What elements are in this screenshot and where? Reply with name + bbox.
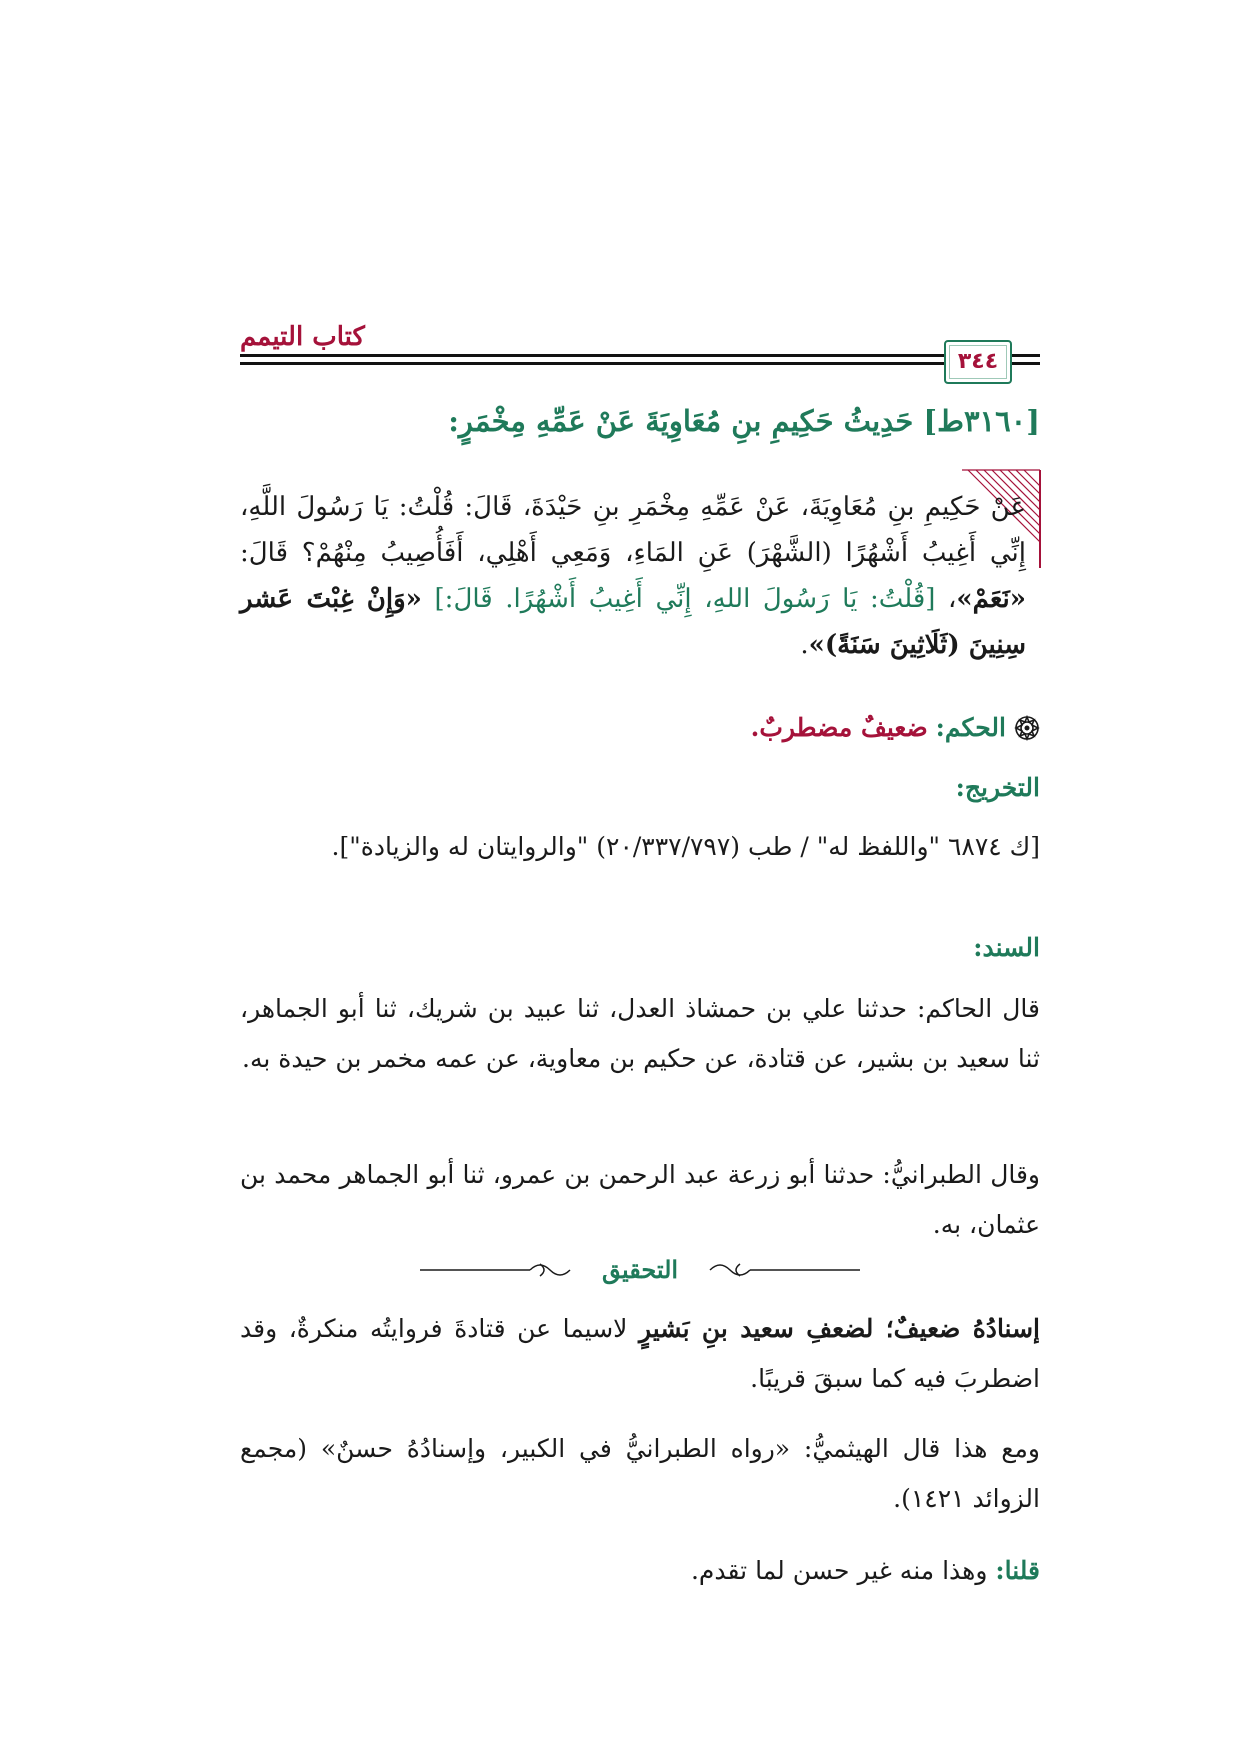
hadith-text-bold: «وَإِنْ غِبْتَ عَشر سِنِينَ (ثَلَاثِينَ سَنَةً)» xyxy=(240,584,1026,660)
header-rule-top xyxy=(240,354,1006,357)
ruling-row xyxy=(240,708,1040,748)
hadith-text xyxy=(240,484,1026,668)
sanad-label xyxy=(240,928,1040,968)
hadith-text-naam: «نَعَمْ» xyxy=(956,584,1027,614)
tahqiq-paragraph-1 xyxy=(240,1304,1040,1404)
hadith-text-green: [قُلْتُ: يَا رَسُولَ اللهِ، إِنِّي أَغِيبُ أَشْهُرًا. قَالَ:] xyxy=(421,584,936,614)
sanad-heading: السند: xyxy=(973,933,1040,962)
hadith-text-end: . xyxy=(800,630,809,660)
qulna-row xyxy=(240,1546,1040,1596)
qulna-text: وهذا منه غير حسن لما تقدم. xyxy=(690,1556,996,1585)
header-rule-bottom xyxy=(240,362,1006,365)
page-number: ٣٤٤ xyxy=(957,349,999,374)
hadith-text-part1: عَنْ حَكِيمِ بنِ مُعَاوِيَةَ، عَنْ عَمِّهِ مِخْمَرِ بنِ حَيْدَةَ، قَالَ: قُلْتُ: يَا رَسُولَ اللَّهِ، إِنِّي أَغِيبُ أَشْهُرًا (الشَّهْرَ) عَنِ المَاءِ، وَمَعِي أَهْلِي، أَفَأُصِيبُ مِنْهُمْ؟ قَالَ: xyxy=(240,492,1026,568)
takhrij-label xyxy=(240,768,1040,808)
sanad-paragraph-1: قال الحاكم: حدثنا علي بن حمشاذ العدل، ثنا عبيد بن شريك، ثنا أبو الجماهر، ثنا سعيد بن بشير، عن قتادة، عن حكيم بن معاوية، عن عمه مخمر بن حيدة به. xyxy=(240,994,1040,1073)
ruling-label: الحكم: xyxy=(935,713,1006,742)
ruling-value: ضعيفٌ مضطربٌ. xyxy=(750,713,928,742)
takhrij-heading: التخريج: xyxy=(955,773,1040,802)
header-rule-tail-top xyxy=(1012,354,1040,357)
book-title: كتاب التيمم xyxy=(240,322,365,352)
rosette-icon xyxy=(1014,715,1040,741)
tahqiq-title: التحقيق xyxy=(601,1255,679,1284)
takhrij-text: [ك ٦٨٧٤ "واللفظ له" / طب (٢٠/٣٣٧/٧٩٧) "والروايتان له والزيادة"]. xyxy=(331,832,1040,861)
sanad-paragraph-2: وقال الطبرانيُّ: حدثنا أبو زرعة عبد الرحمن بن عمرو، ثنا أبو الجماهر محمد بن عثمان، به. xyxy=(240,1160,1040,1239)
header-rule-tail-bottom xyxy=(1012,362,1040,365)
tahqiq-divider xyxy=(240,1250,1040,1290)
tahqiq-paragraph-1-bold: إسنادُهُ ضعيفٌ؛ لضعفِ سعيد بنِ بَشيرٍ xyxy=(638,1314,1040,1343)
hadith-heading: [٣١٦٠ط] حَدِيثُ حَكِيمِ بنِ مُعَاوِيَةَ عَنْ عَمِّهِ مِخْمَرٍ: xyxy=(448,404,1040,438)
tahqiq-paragraph-1-rest: لاسيما عن قتادةَ فروايتُه منكرةٌ، وقد اضطربَ فيه كما سبقَ قريبًا. xyxy=(240,1314,1040,1393)
tahqiq-paragraph-2: ومع هذا قال الهيثميُّ: «رواه الطبرانيُّ في الكبير، وإسنادُهُ حسنٌ» (مجمع الزوائد ١٤٢١). xyxy=(240,1434,1040,1513)
hadith-text-comma: ، xyxy=(935,584,957,614)
qulna-label: قلنا: xyxy=(995,1556,1040,1585)
